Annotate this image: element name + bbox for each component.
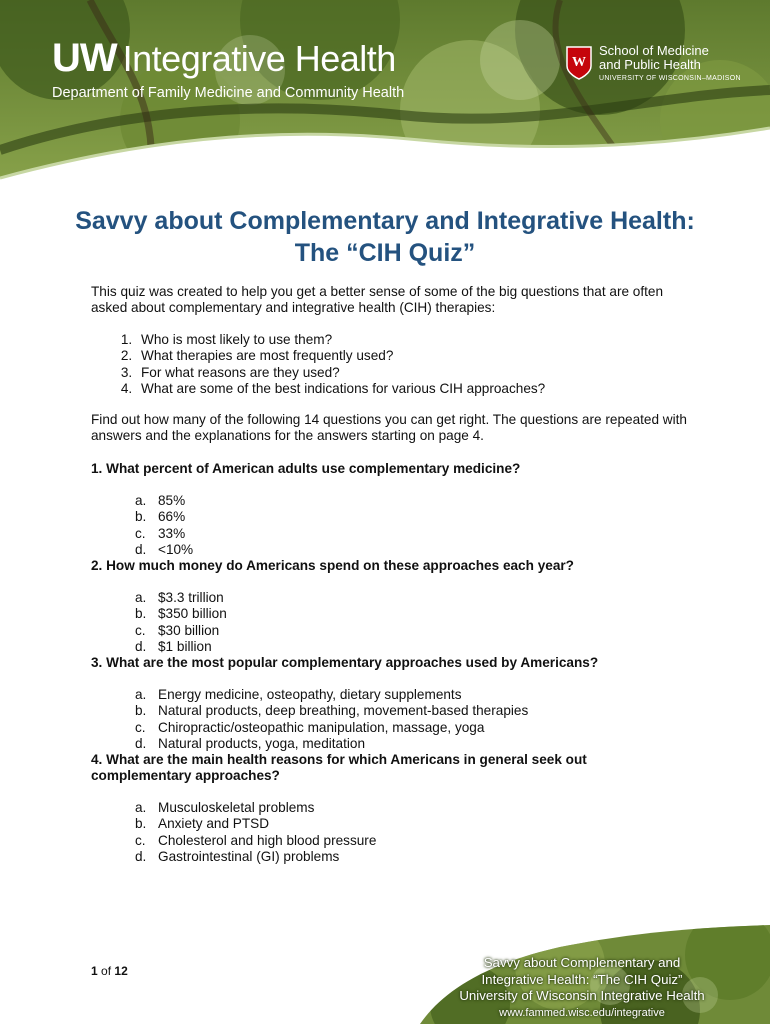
option-text: 66% — [158, 509, 186, 525]
school-line3: UNIVERSITY OF WISCONSIN–MADISON — [599, 75, 741, 82]
school-logo[interactable] — [566, 44, 741, 82]
option-text: 85% — [158, 493, 186, 508]
option-text: Cholesterol and high blood pressure — [158, 832, 377, 848]
question-2: 2. How much money do Americans spend on these approaches each year? — [91, 558, 574, 573]
option-item — [135, 720, 635, 736]
option-letter: a. — [135, 800, 147, 815]
question-3-options — [135, 687, 635, 752]
option-letter: d. — [135, 541, 147, 557]
option-letter: b. — [135, 606, 147, 622]
option-text: 33% — [158, 525, 186, 541]
option-item — [135, 800, 635, 816]
brand-uw: UW — [52, 36, 117, 80]
question-1-options — [135, 493, 635, 558]
footer-caption — [442, 955, 722, 1021]
option-item — [135, 816, 635, 832]
question-4-options — [135, 800, 635, 865]
brand-block — [52, 38, 404, 101]
question-1: 1. What percent of American adults use complementary medicine? — [91, 461, 521, 476]
instructions-paragraph: Find out how many of the following 14 questions you can get right. The questions are repeated with answers and the explanations for the answers starting on page 4. — [91, 412, 687, 444]
question-4: 4. What are the main health reasons for which Americans in general seek out complementary approaches? — [91, 752, 587, 784]
option-letter: d. — [135, 735, 147, 751]
svg-text:W: W — [572, 55, 586, 70]
option-item — [135, 509, 635, 525]
option-letter: c. — [135, 719, 146, 735]
option-letter: a. — [135, 493, 147, 508]
option-text: $30 billion — [158, 622, 220, 638]
option-text: $1 billion — [158, 638, 212, 654]
intro-paragraph: This quiz was created to help you get a better sense of some of the big questions that are often asked about complementary and integrative health (CIH) therapies: — [91, 284, 664, 316]
option-text: <10% — [158, 541, 194, 557]
question-3: 3. What are the most popular complementary approaches used by Americans? — [91, 655, 599, 670]
question-2-options — [135, 590, 635, 655]
intro-list-item: 1. Who is most likely to use them? — [136, 332, 691, 348]
option-letter: c. — [135, 622, 146, 638]
intro-list-item: 4. What are some of the best indications for various CIH approaches? — [136, 381, 691, 397]
option-item — [135, 590, 635, 606]
school-line1: School of Medicine — [599, 43, 709, 58]
page-current: 1 — [91, 964, 98, 978]
option-item — [135, 833, 635, 849]
option-item — [135, 687, 635, 703]
page-title: Savvy about Complementary and Integrative Health: The “CIH Quiz” — [75, 207, 695, 267]
option-letter: b. — [135, 816, 147, 832]
option-letter: d. — [135, 848, 147, 864]
option-text: $350 billion — [158, 606, 227, 622]
uw-crest-icon — [566, 46, 592, 80]
footer-line2: Integrative Health: “The CIH Quiz” — [481, 971, 683, 987]
option-letter: a. — [135, 590, 147, 605]
option-letter: b. — [135, 509, 147, 525]
option-item — [135, 639, 635, 655]
option-item — [135, 736, 635, 752]
option-letter: b. — [135, 703, 147, 719]
department-name: Department of Family Medicine and Community Health — [52, 85, 405, 101]
intro-list-item: 2. What therapies are most frequently used? — [136, 348, 691, 364]
option-item — [135, 623, 635, 639]
option-text: Anxiety and PTSD — [158, 816, 270, 832]
option-text: $3.3 trillion — [158, 590, 224, 605]
option-item — [135, 849, 635, 865]
option-text: Gastrointestinal (GI) problems — [158, 848, 340, 864]
footer-line1: Savvy about Complementary and — [483, 955, 681, 970]
page-of: of — [101, 964, 112, 978]
option-text: Energy medicine, osteopathy, dietary supplements — [158, 687, 462, 702]
option-item — [135, 542, 635, 558]
option-letter: c. — [135, 832, 146, 848]
option-item — [135, 493, 635, 509]
header-banner — [0, 0, 770, 185]
option-text: Chiropractic/osteopathic manipulation, massage, yoga — [158, 719, 485, 735]
option-text: Musculoskeletal problems — [158, 800, 315, 815]
option-text: Natural products, yoga, meditation — [158, 735, 366, 751]
footer-line3: University of Wisconsin Integrative Health — [459, 988, 705, 1003]
brand-logo[interactable] — [52, 38, 404, 79]
option-letter: a. — [135, 687, 147, 702]
option-item — [135, 526, 635, 542]
option-text: Natural products, deep breathing, movement-based therapies — [158, 703, 529, 719]
footer-url[interactable]: www.fammed.wisc.edu/integrative — [499, 1006, 665, 1019]
brand-name: Integrative Health — [122, 38, 396, 79]
page-total: 12 — [114, 964, 128, 978]
intro-list-item: 3. For what reasons are they used? — [136, 365, 691, 381]
option-letter: d. — [135, 638, 147, 654]
option-letter: c. — [135, 525, 146, 541]
school-line2: and Public Health — [599, 57, 701, 72]
intro-list — [91, 332, 691, 397]
option-item — [135, 606, 635, 622]
option-item — [135, 703, 635, 719]
